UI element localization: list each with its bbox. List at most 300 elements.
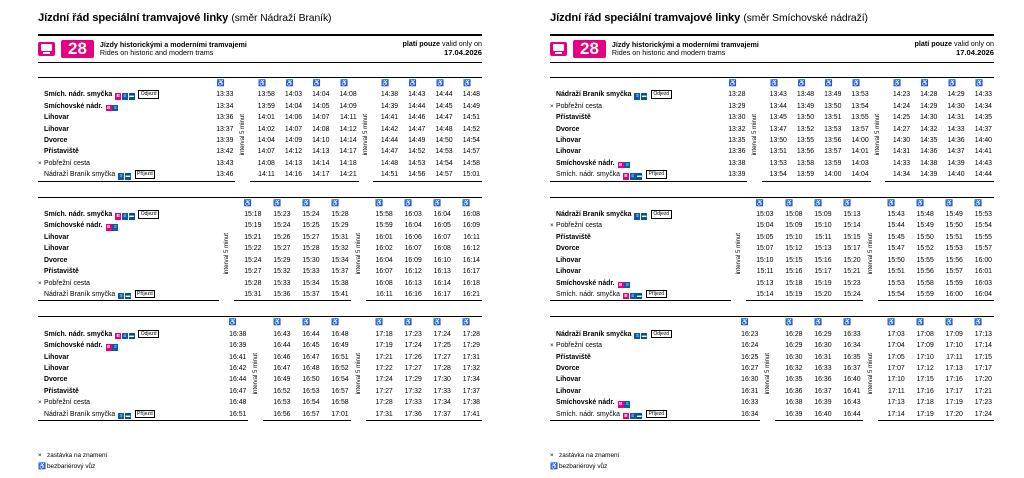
timetable-block [550,316,994,421]
departure-time: 16:23 [741,330,759,338]
stop-cell [38,124,208,135]
departure-time: 13:58 [257,91,275,99]
departure-time: 13:33 [216,91,234,99]
departure-time: 14:13 [284,159,303,167]
departure-time: 15:29 [273,256,291,264]
table-row [38,289,482,301]
stop-tag: Odjezd [138,210,159,219]
departure-time: 15:47 [887,245,905,253]
stop-name: Smíchovské nádr. [556,159,615,167]
departure-time: 15:26 [273,233,291,241]
departure-time: 15:53 [945,245,963,253]
footnote-symbol: ♿ [38,463,46,470]
departure-time: 15:20 [843,256,861,264]
departure-time: 17:28 [433,364,451,372]
departure-time: 17:37 [462,387,480,395]
departure-time: 14:33 [892,159,911,167]
departure-time: 14:47 [408,125,426,133]
departure-time: 15:57 [974,245,992,253]
rail-icon: ≡ [636,332,639,338]
departure-time: 15:54 [878,289,907,301]
departure-time: 16:53 [302,387,320,395]
departure-time: 14:09 [339,102,357,110]
departure-time: 16:13 [433,268,451,276]
departure-time: 15:27 [302,233,320,241]
departure-time: 14:54 [435,159,453,167]
wheelchair-icon: ♿ [263,197,292,209]
departure-time: 14:37 [947,148,965,156]
departure-time: 15:55 [974,233,992,241]
stop-cell [550,363,731,374]
metroB-icon: B [106,224,111,230]
wheelchair-icon: ♿ [453,317,482,329]
stop-cell [38,243,219,254]
departure-time: 17:07 [887,364,905,372]
departure-time: 14:30 [892,137,911,145]
interval-note: interval 5 minut [354,233,362,275]
interval-column-spacer [235,78,249,90]
stop-cell [550,352,731,363]
stop-cell [38,352,219,363]
metroB-icon: B [624,173,628,179]
departure-time: 15:14 [746,289,775,301]
stop-tag: Příjezd [646,410,667,419]
table-row [38,232,482,243]
tram-icon [550,42,567,56]
departure-time: 14:07 [312,114,330,122]
stop-tag: Příjezd [646,290,667,299]
stop-name: Pobřežní cesta [44,159,90,167]
departure-time: 13:47 [769,125,787,133]
rail-icon: ≡ [625,401,629,407]
table-row [550,124,994,135]
departure-time: 16:03 [974,279,992,287]
bus-icon: ▬ [637,412,642,418]
stop-cell [550,289,731,301]
departure-time: 16:29 [785,342,803,350]
page-title [38,12,482,24]
departure-time: 16:06 [404,233,422,241]
footnote-symbol: ♿ [550,463,558,470]
departure-time: 16:57 [331,387,349,395]
line-description-en: Rides on historic and modern trams [99,48,214,57]
departure-time: 16:04 [433,211,451,219]
departure-time: 16:51 [219,409,248,421]
departure-time: 14:44 [967,169,994,181]
stop-cell [550,101,720,112]
departure-time: 15:44 [887,222,905,230]
stop-cell [550,89,720,100]
stop-cell [550,112,720,123]
departure-time: 13:34 [216,102,234,110]
departure-time: 14:11 [339,114,357,122]
departure-time: 14:44 [380,137,399,145]
stop-cell [38,409,219,421]
departure-time: 15:23 [843,279,861,287]
wheelchair-icon: ♿ [834,317,863,329]
departure-time: 17:19 [945,399,963,407]
departure-time: 15:50 [887,256,905,264]
timetable-table [550,197,994,302]
interval-column-spacer [863,197,878,209]
departure-time: 14:17 [304,169,331,181]
stop-name: Smích. nádr. smyčka [556,290,620,298]
departure-time: 16:04 [404,222,422,230]
departure-time: 14:04 [843,169,870,181]
wheelchair-icon: ♿ [304,78,331,90]
departure-time: 15:27 [244,268,262,276]
interval-note: interval 5 minut [223,233,231,275]
departure-time: 17:36 [395,409,424,421]
stop-name: Smíchovské nádr. [44,222,103,230]
wheelchair-icon: ♿ [834,197,863,209]
departure-time: 15:36 [263,289,292,301]
stop-cell [550,329,731,340]
stop-cell [550,124,720,135]
departure-time: 16:41 [229,353,247,361]
departure-time: 16:11 [366,289,395,301]
departure-time: 17:22 [375,364,393,372]
timetable-block [550,197,994,302]
departure-time: 15:52 [916,245,934,253]
departure-time: 16:39 [775,409,804,421]
stop-cell [550,397,731,408]
stop-cell [38,266,219,277]
departure-time: 15:04 [756,222,774,230]
stop-cell [38,397,219,408]
accessibility-row [550,317,994,329]
bus-icon: ▬ [129,332,134,338]
departure-time: 14:07 [284,125,303,133]
transfer-icons [118,289,131,300]
departure-time: 15:10 [814,222,832,230]
departure-time: 17:31 [462,353,480,361]
transfer-icons [115,89,135,100]
departure-time: 14:05 [312,102,330,110]
wheelchair-icon: ♿ [720,78,747,90]
footnote [38,461,107,472]
wheelchair-icon: ♿ [805,197,834,209]
departure-time: 17:12 [916,364,934,372]
table-row [550,101,994,112]
departure-time: 14:31 [892,148,911,156]
wheelchair-icon: ♿ [843,78,870,90]
wheelchair-icon: ♿ [775,317,804,329]
departure-time: 16:48 [229,399,247,407]
departure-time: 15:18 [244,211,262,219]
departure-time: 13:36 [216,114,234,122]
request-stop-marker: × [550,102,554,110]
stop-name: Lihovar [44,245,69,253]
bus-icon: ▬ [125,173,131,179]
departure-time: 14:21 [331,169,358,181]
stop-name: Přístaviště [44,387,79,395]
line-description [100,41,397,58]
interval-column-spacer [760,317,775,329]
departure-time: 16:05 [433,222,451,230]
departure-time: 17:20 [936,409,965,421]
departure-time: 16:04 [375,256,393,264]
departure-time: 16:08 [375,279,393,287]
transfer-icons [634,89,647,100]
request-stop-marker: × [38,159,42,167]
departure-time: 15:24 [834,289,863,301]
bus-icon: ▬ [125,292,131,298]
timetable-block [38,316,482,421]
departure-time: 17:18 [916,399,934,407]
stop-cell [550,209,731,220]
departure-time: 16:58 [331,399,349,407]
departure-time: 14:38 [920,159,938,167]
accessibility-row [38,197,482,209]
stop-name: Dvorce [44,256,68,264]
stop-cell [38,135,208,146]
bus-icon: ▬ [637,173,642,179]
departure-time: 14:48 [380,159,399,167]
departure-time: 13:32 [728,125,746,133]
departure-time: 14:03 [284,91,303,99]
rail-icon: ≡ [119,292,123,298]
stop-tag: Odjezd [651,330,672,339]
stop-name: Smíchovské nádr. [556,399,615,407]
departure-time: 15:29 [331,222,349,230]
footnote-text: zastávka na znamení [47,452,108,459]
departure-time: 15:24 [273,222,291,230]
departure-time: 16:00 [936,289,965,301]
departure-time: 17:28 [462,330,480,338]
departure-time: 16:35 [785,376,803,384]
interval-note: interval 5 minut [874,113,882,155]
stop-name: Smíchovské nádr. [44,102,103,110]
departure-time: 14:33 [974,91,992,99]
stop-name: Lihovar [44,114,69,122]
table-row [38,89,482,100]
departure-time: 14:12 [284,148,303,156]
departure-time: 14:52 [408,148,426,156]
departure-time: 16:44 [273,342,291,350]
departure-time: 14:00 [851,137,869,145]
stop-name: Pobřežní cesta [44,399,90,407]
departure-time: 14:54 [462,137,480,145]
departure-time: 16:42 [229,364,247,372]
departure-time: 17:32 [462,364,480,372]
departure-time: 17:27 [375,387,393,395]
departure-time: 15:34 [331,256,349,264]
footnote [550,461,619,472]
stop-name: Pobřežní cesta [556,102,602,110]
metroB-icon: B [106,104,111,110]
departure-time: 15:30 [302,256,320,264]
departure-time: 14:35 [974,114,992,122]
departure-time: 14:33 [947,125,965,133]
line-number-badge: 28 [61,40,94,58]
departure-time: 16:33 [814,364,832,372]
footnote-text: bezbariérový vůz [47,463,96,470]
departure-time: 14:36 [947,137,965,145]
departure-time: 13:43 [216,159,234,167]
timetable-table [550,77,994,182]
interval-note: interval 5 minut [866,233,874,275]
departure-time: 17:10 [945,342,963,350]
departure-time: 14:48 [435,125,453,133]
departure-time: 13:53 [769,159,787,167]
departure-time: 15:15 [785,256,803,264]
wheelchair-icon: ♿ [366,317,395,329]
wheelchair-icon: ♿ [424,197,453,209]
departure-time: 13:59 [824,159,842,167]
stop-column-header [550,78,720,90]
stop-cell [550,243,731,254]
departure-time: 14:34 [885,169,912,181]
footnote [550,450,619,461]
metroB-icon: B [106,344,111,350]
departure-time: 14:52 [462,125,480,133]
table-row [38,135,482,146]
rail-icon: ≡ [631,292,634,298]
table-row [550,89,994,100]
metroB-icon: B [116,332,120,338]
departure-time: 17:19 [375,342,393,350]
departure-time: 17:09 [945,330,963,338]
stop-name: Nádraží Braník smyčka [556,211,632,219]
stop-cell [550,255,731,266]
stop-cell [38,340,219,351]
departure-time: 16:12 [462,245,480,253]
footnotes-right [550,450,619,472]
stop-name: Dvorce [44,137,68,145]
table-row [550,158,994,169]
wheelchair-icon: ♿ [455,78,482,90]
departure-time: 13:52 [796,125,815,133]
departure-time: 17:01 [322,409,351,421]
rail-icon: ≡ [113,344,117,350]
stop-cell [550,409,731,421]
departure-time: 17:33 [433,387,451,395]
departure-time: 15:31 [234,289,263,301]
departure-time: 14:04 [284,102,303,110]
departure-time: 17:24 [433,330,451,338]
departure-time: 13:44 [769,102,787,110]
departure-time: 16:07 [375,268,393,276]
bus-icon: ▬ [641,213,647,219]
departure-time: 15:13 [756,279,774,287]
stop-name: Smích. nádr. smyčka [44,91,113,99]
bus-icon: ▬ [641,332,647,338]
interval-column-spacer [731,197,746,209]
stop-name: Lihovar [44,125,69,133]
table-row [38,243,482,254]
wheelchair-icon: ♿ [878,317,907,329]
departure-time: 16:04 [965,289,994,301]
departure-time: 17:18 [375,330,393,338]
departure-time: 16:18 [462,279,480,287]
departure-time: 16:57 [293,409,322,421]
wheelchair-icon: ♿ [208,78,235,90]
departure-time: 16:33 [843,330,861,338]
departure-time: 16:17 [424,289,453,301]
stop-cell [38,255,219,266]
footnote-text: bezbariérový vůz [559,463,608,470]
accessibility-row [38,78,482,90]
wheelchair-icon: ♿ [731,317,760,329]
departure-time: 14:39 [947,159,965,167]
table-row [550,220,994,231]
departure-time: 15:54 [974,222,992,230]
departure-time: 16:30 [814,342,832,350]
stop-name: Přístaviště [556,114,591,122]
departure-time: 13:53 [851,91,869,99]
departure-time: 16:34 [731,409,760,421]
departure-time: 15:25 [302,222,320,230]
rail-icon: ≡ [123,93,127,99]
departure-time: 15:20 [805,289,834,301]
stop-cell [550,374,731,385]
wheelchair-icon: ♿ [878,197,907,209]
departure-time: 15:28 [331,211,349,219]
transfer-icons [115,329,135,340]
departure-time: 15:58 [375,211,393,219]
departure-time: 17:41 [453,409,482,421]
departure-time: 14:23 [892,91,911,99]
departure-time: 13:51 [769,148,787,156]
wheelchair-icon: ♿ [373,78,400,90]
departure-time: 16:37 [843,364,861,372]
table-row [38,220,482,231]
wheelchair-icon: ♿ [762,78,789,90]
departure-time: 14:25 [892,114,911,122]
departure-time: 14:08 [339,91,357,99]
departure-time: 16:12 [404,268,422,276]
departure-time: 17:24 [404,342,422,350]
departure-time: 16:44 [834,409,863,421]
stop-column-header [38,197,219,209]
departure-time: 13:59 [789,169,816,181]
departure-time: 16:28 [785,330,803,338]
rail-icon: ≡ [119,412,123,418]
departure-time: 17:23 [974,399,992,407]
rail-icon: ≡ [625,161,629,167]
bus-icon: ▬ [641,93,647,99]
stop-name: Přístaviště [556,353,591,361]
departure-time: 13:57 [851,125,869,133]
departure-time: 14:28 [920,91,938,99]
stop-cell [38,101,208,112]
departure-time: 15:31 [331,233,349,241]
departure-time: 16:47 [302,353,320,361]
interval-column-spacer [219,197,234,209]
stop-name: Lihovar [556,387,581,395]
departure-time: 16:37 [814,387,832,395]
footnotes-left [38,450,107,472]
transfer-icons [634,209,647,220]
request-stop-marker: × [38,279,42,287]
departure-time: 15:50 [945,222,963,230]
departure-time: 16:52 [273,387,291,395]
interval-note: interval 5 minut [239,113,247,155]
departure-time: 15:07 [756,245,774,253]
departure-time: 15:37 [293,289,322,301]
departure-time: 15:41 [322,289,351,301]
departure-time: 16:44 [302,330,320,338]
departure-time: 13:39 [216,137,234,145]
wheelchair-icon: ♿ [965,197,994,209]
departure-time: 16:01 [974,268,992,276]
departure-time: 15:19 [775,289,804,301]
table-row [550,112,994,123]
stop-cell [550,266,731,277]
departure-time: 14:57 [462,148,480,156]
transfer-icons [618,158,631,169]
